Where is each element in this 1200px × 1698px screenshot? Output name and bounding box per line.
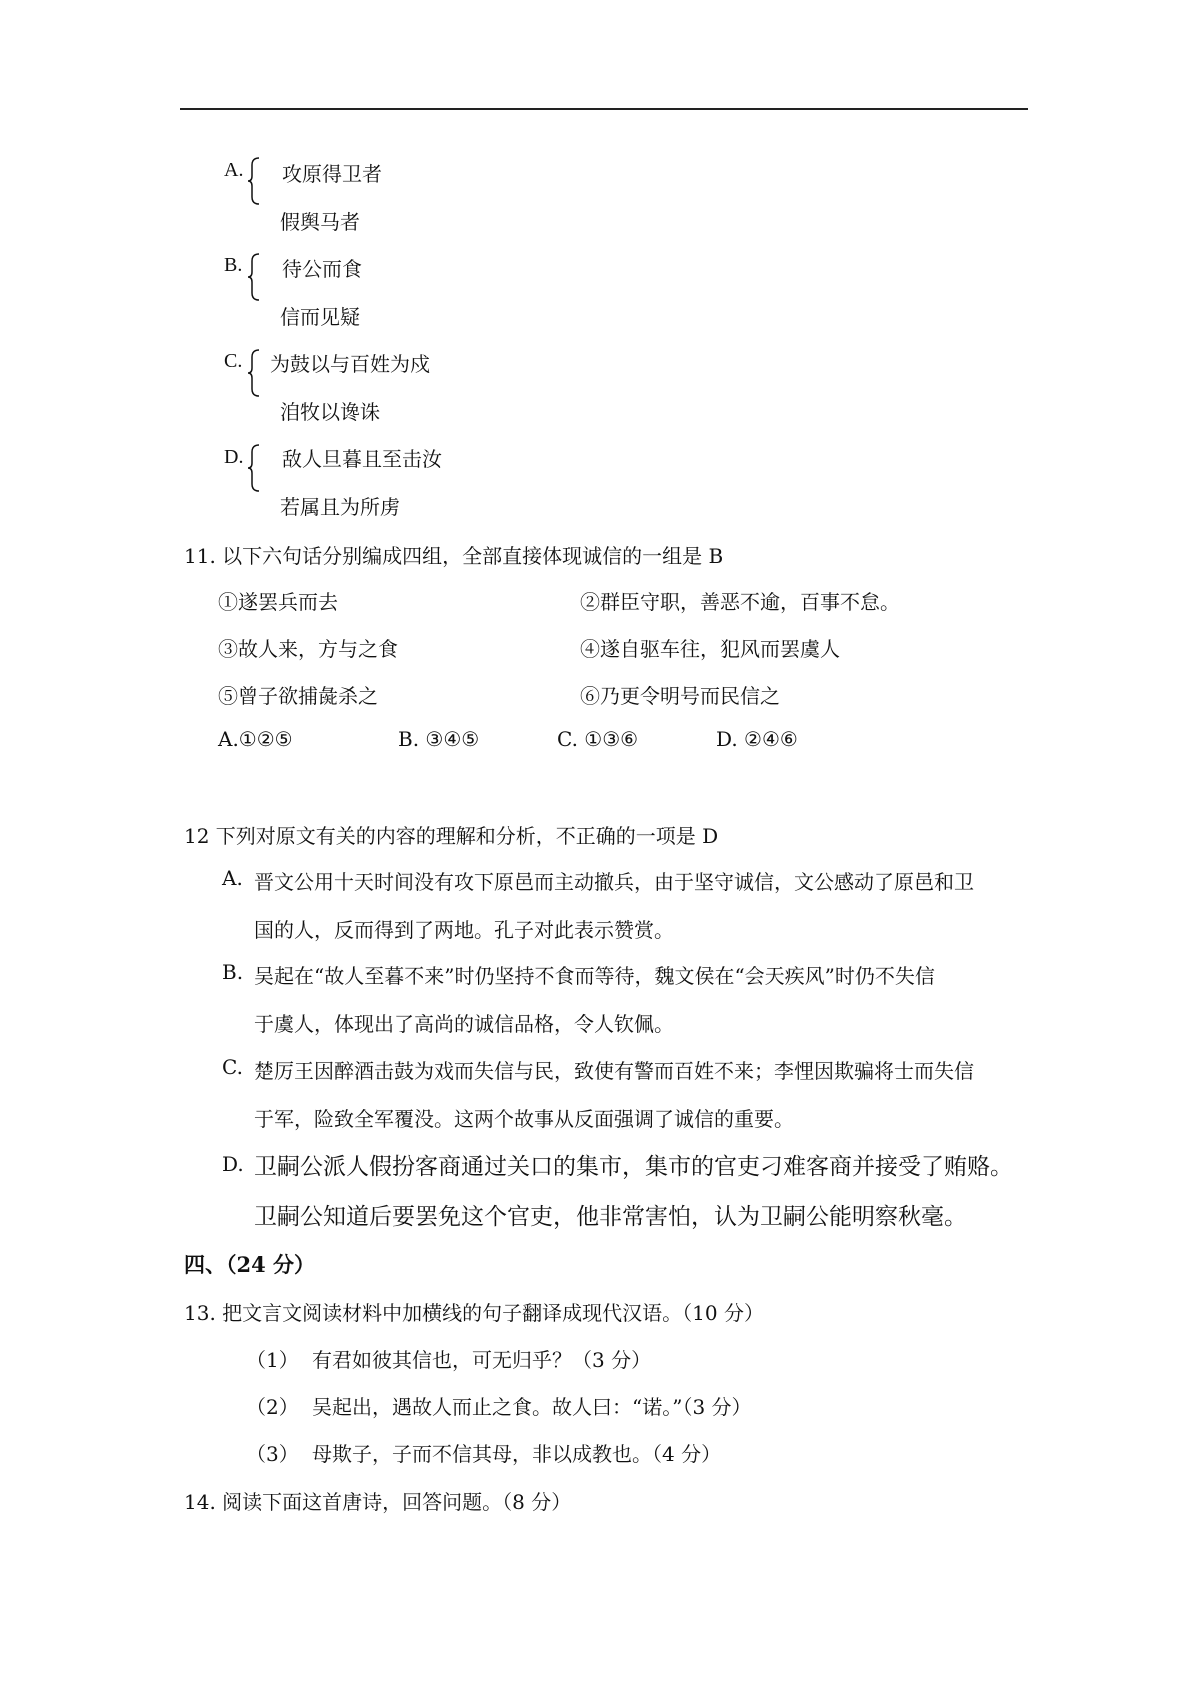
q13-item-text: 母欺子，子而不信其母，非以成教也。（4 分） — [312, 1442, 722, 1466]
q11-item: ⑤曾子欲捕彘杀之 — [218, 684, 378, 708]
option-line1: 为鼓以与百姓为戍 — [270, 352, 430, 376]
option-line2: 信而见疑 — [280, 305, 360, 329]
q12-option-text: 国的人，反而得到了两地。孔子对此表示赞赏。 — [254, 918, 674, 942]
q14-stem: 14. 阅读下面这首唐诗，回答问题。（8 分） — [184, 1490, 572, 1514]
option-line1: 待公而食 — [282, 257, 362, 281]
q11-choice: B. ③④⑤ — [398, 727, 480, 751]
q11-choice: D. ②④⑥ — [716, 727, 798, 751]
q13-item-text: 吴起出，遇故人而止之食。故人曰：“诺。”（3 分） — [312, 1395, 752, 1419]
header-rule — [180, 108, 1028, 110]
q11-item: ①遂罢兵而去 — [218, 590, 338, 614]
q11-item: ③故人来，方与之食 — [218, 637, 398, 661]
q13-stem: 13. 把文言文阅读材料中加横线的句子翻译成现代汉语。（10 分） — [184, 1301, 764, 1325]
option-line2: 洎牧以谗诛 — [280, 400, 380, 424]
q13-item-number: （3） — [246, 1442, 299, 1466]
q12-option-text: 于军，险致全军覆没。这两个故事从反面强调了诚信的重要。 — [254, 1107, 794, 1131]
option-letter: D. — [224, 446, 244, 468]
q12-option-letter: B. — [222, 960, 244, 984]
q12-option-text: 卫嗣公知道后要罢免这个官吏，他非常害怕，认为卫嗣公能明察秋毫。 — [254, 1204, 967, 1230]
q12-option-text: 楚厉王因醉酒击鼓为戏而失信与民，致使有警而百姓不来；李悝因欺骗将士而失信 — [254, 1059, 974, 1083]
option-line1: 敌人旦暮且至击汝 — [282, 447, 442, 471]
q11-choice: A.①②⑤ — [218, 727, 293, 751]
option-line2: 若属且为所虏 — [280, 495, 400, 519]
q13-item-number: （1） — [246, 1348, 299, 1372]
brace-icon — [248, 348, 260, 398]
q11-item: ④遂自驱车往，犯风而罢虞人 — [580, 637, 840, 661]
q11-item: ⑥乃更令明号而民信之 — [580, 684, 780, 708]
q13-item-number: （2） — [246, 1395, 299, 1419]
section-title: 四、（24 分） — [184, 1252, 316, 1277]
q12-option-letter: A. — [222, 866, 243, 890]
option-letter: A. — [224, 159, 244, 181]
q12-option-letter: D. — [222, 1152, 244, 1176]
q12-option-text: 晋文公用十天时间没有攻下原邑而主动撤兵，由于坚守诚信，文公感动了原邑和卫 — [254, 870, 974, 894]
q12-option-text: 卫嗣公派人假扮客商通过关口的集市，集市的官吏刁难客商并接受了贿赂。 — [254, 1154, 1013, 1180]
brace-icon — [248, 156, 260, 206]
q12-option-letter: C. — [222, 1055, 243, 1079]
option-line2: 假舆马者 — [280, 210, 360, 234]
q13-item-text: 有君如彼其信也，可无归乎？（3 分） — [312, 1348, 652, 1372]
option-letter: C. — [224, 350, 243, 372]
brace-icon — [248, 252, 260, 302]
brace-icon — [248, 443, 260, 493]
q12-option-text: 于虞人，体现出了高尚的诚信品格，令人钦佩。 — [254, 1012, 674, 1036]
q12-stem: 12 下列对原文有关的内容的理解和分析，不正确的一项是 D — [184, 824, 719, 848]
option-line1: 攻原得卫者 — [282, 162, 382, 186]
q11-choice: C. ①③⑥ — [557, 727, 639, 751]
q12-option-text: 吴起在“故人至暮不来”时仍坚持不食而等待，魏文侯在“会天疾风”时仍不失信 — [254, 964, 935, 988]
option-letter: B. — [224, 254, 243, 276]
q11-item: ②群臣守职，善恶不逾，百事不怠。 — [580, 590, 900, 614]
q11-stem: 11. 以下六句话分别编成四组，全部直接体现诚信的一组是 B — [184, 544, 724, 568]
